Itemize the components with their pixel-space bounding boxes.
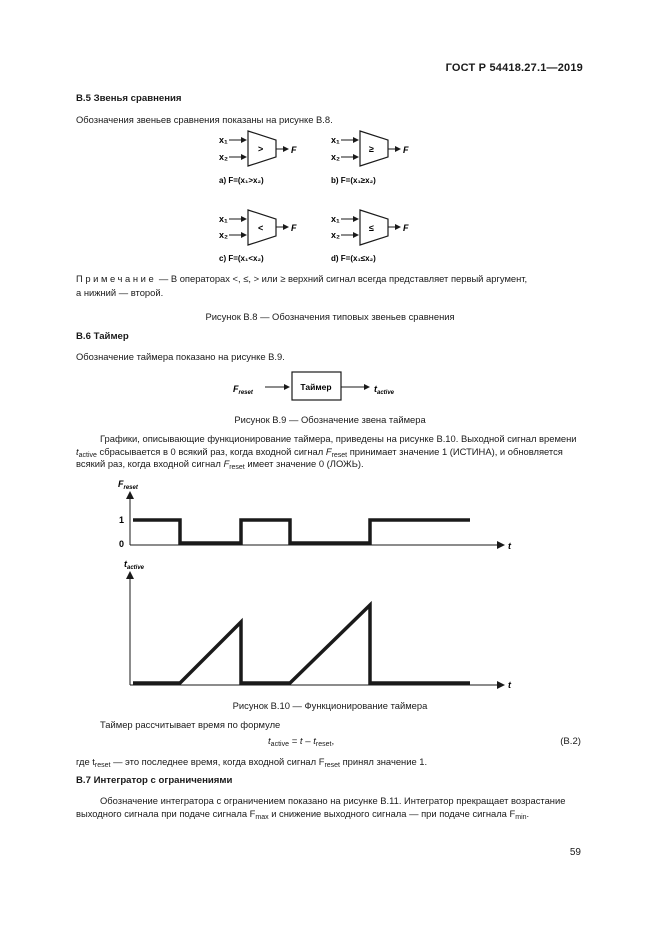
section-b5-intro: Обозначения звеньев сравнения показаны на рисунке В.8.: [76, 114, 333, 125]
caption-d: d) F=(x₁≤x₂): [331, 254, 376, 263]
timer-paragraph-line2: $t_{active}$ сбрасывается в 0 всякий раз, когда входной сигнал $F_{reset}$ принимает значение 1 (ИСТИНА), и обновляется: [76, 446, 563, 459]
comparator-ge: [331, 131, 409, 185]
timer-box-label: Таймер: [300, 382, 332, 392]
caption-a: a) F=(x₁>x₂): [219, 176, 264, 185]
formula-where: где $t_{reset}$ — это последнее время, когда входной сигнал $F_{reset}$ принял значение 1.: [76, 756, 428, 769]
note-text: — В операторах <, ≤, > или ≥ верхний сигнал всегда представляет первый аргумент,: [156, 273, 528, 284]
active-time-line: [133, 605, 470, 683]
section-b6-intro: Обозначение таймера показано на рисунке В.9.: [76, 351, 285, 362]
timer-output-label: $t_{active}$: [374, 384, 395, 396]
operator-gt: >: [258, 144, 264, 154]
operator-le: ≤: [369, 223, 374, 233]
caption-b: b) F=(x₁≥x₂): [331, 176, 376, 185]
axis-t-bottom: t: [508, 680, 511, 690]
note-label: Примечание: [76, 273, 157, 284]
comparator-lt: [219, 210, 297, 263]
reset-signal-line: [133, 520, 470, 543]
graph-bottom-label: $t_{active}$: [124, 559, 145, 571]
input-x1-label: x₁: [219, 214, 228, 224]
timer-diagram: [225, 368, 415, 404]
section-b6-title: В.6 Таймер: [76, 331, 129, 342]
input-x2-label: x₂: [219, 230, 229, 240]
tick-one: 1: [119, 515, 125, 525]
note-text-2: а нижний — второй.: [76, 286, 164, 298]
timer-graphs: [110, 475, 520, 697]
timer-paragraph-line3: всякий раз, когда входной сигнал $F_{reset}$ имеет значение 0 (ЛОЖЬ).: [76, 458, 364, 471]
output-f-label: F: [403, 223, 409, 233]
output-f-label: F: [403, 145, 409, 155]
timer-paragraph: [76, 432, 584, 446]
section-b5-title: В.5 Звенья сравнения: [76, 93, 182, 104]
output-f-label: F: [291, 223, 297, 233]
note: [76, 272, 584, 299]
integrator-paragraph-line2: выходного сигнала при подаче сигнала $F_{max}$ и снижение выходного сигнала — при подаче сигнала $F_{min}$.: [76, 808, 530, 821]
formula-intro: Таймер рассчитывает время по формуле: [100, 719, 281, 730]
caption-c: c) F=(x₁<x₂): [219, 254, 264, 263]
output-f-label: F: [291, 145, 297, 155]
figure-b10-caption: Рисунок В.10 — Функционирование таймера: [232, 700, 428, 711]
comparison-diagrams: [200, 126, 440, 270]
input-x2-label: x₂: [219, 152, 229, 162]
comparator-gt: [219, 131, 297, 185]
operator-lt: <: [258, 223, 264, 233]
section-b7-title: В.7 Интегратор с ограничениями: [76, 775, 233, 786]
page-number: 59: [569, 847, 581, 858]
input-x1-label: x₁: [219, 135, 228, 145]
input-x2-label: x₂: [331, 230, 341, 240]
graph-top-label: $F_{reset}$: [118, 479, 138, 491]
formula-number: (В.2): [560, 736, 581, 747]
comparator-le: [331, 210, 409, 263]
axis-t-top: t: [508, 541, 511, 551]
tick-zero: 0: [119, 539, 125, 549]
document-id: ГОСТ Р 54418.27.1—2019: [445, 62, 583, 74]
integrator-paragraph-line1: Обозначение интегратора с ограничением показано на рисунке В.11. Интегратор прекращает возрастание: [100, 795, 566, 806]
input-x2-label: x₂: [331, 152, 341, 162]
operator-ge: ≥: [369, 144, 374, 154]
formula-b2: $t_{active} = t - t_{reset}$,: [268, 736, 335, 748]
figure-b8-caption: Рисунок В.8 — Обозначения типовых звеньев сравнения: [205, 311, 455, 322]
figure-b9-caption: Рисунок В.9 — Обозначение звена таймера: [234, 414, 426, 425]
input-x1-label: x₁: [331, 135, 340, 145]
timer-input-label: $F_{reset}$: [233, 384, 253, 396]
input-x1-label: x₁: [331, 214, 340, 224]
timer-paragraph-line1: Графики, описывающие функционирование таймера, приведены на рисунке В.10. Выходной сигнал времени: [100, 433, 577, 444]
